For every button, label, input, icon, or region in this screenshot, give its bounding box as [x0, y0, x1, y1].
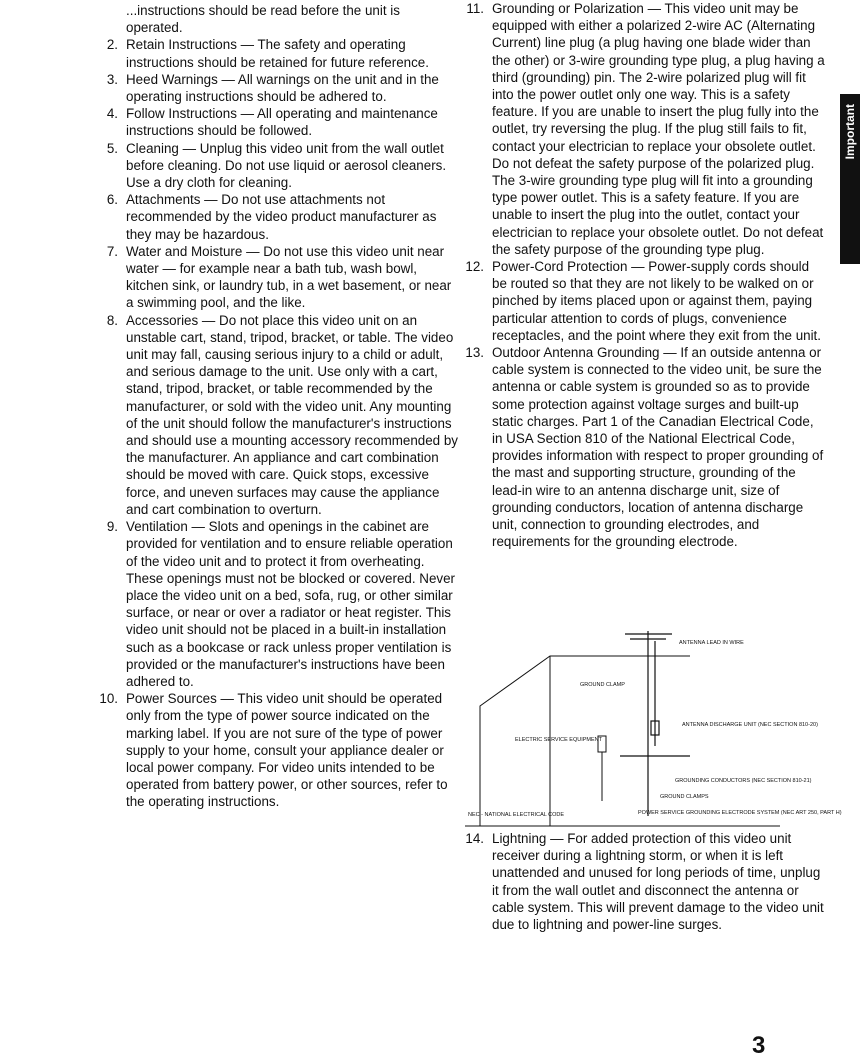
item-number: 10.	[99, 691, 118, 707]
item-number: 13.	[465, 345, 484, 361]
label-antenna-lead: ANTENNA LEAD IN WIRE	[679, 640, 744, 646]
label-nec: NEC - NATIONAL ELECTRICAL CODE	[468, 812, 565, 818]
item-number: 8.	[106, 312, 118, 328]
item-number: 5.	[106, 140, 118, 156]
left-column	[96, 2, 460, 811]
item-title: Follow Instructions	[126, 106, 237, 122]
item-text: The safety and operating instructions should be retained for future reference.	[126, 37, 429, 70]
label-ground-clamps: GROUND CLAMPS	[660, 794, 709, 800]
list-item: 10. Power Sources — This video unit should be operated only from the type of power source indicated on the marking label. If you are not sure of the type of power supply to your home, consult your appliance dealer or local power company. For video units intended to be operated from battery power, or other sources, refer to the operating instructions.	[96, 690, 460, 810]
item-text: If an outside antenna or cable system is connected to the video unit, be sure the antenna or cable system is grounded so as to provide some protection against voltage surges and built-up static charges. Part 1 of the Canadian Electrical Code, in USA Section 810 of the National Electrical Code, provides information with respect to proper grounding of the mast and supporting structure, grounding of the lead-in wire to an antenna discharge unit, size of grounding conductors, location of antenna discharge unit, connection to grounding electrodes, and requirements for the grounding electrode.	[492, 345, 824, 550]
list-item: 12. Power-Cord Protection — Power-supply cords should be routed so that they are not likely to be walked on or pinched by items placed upon or against them, paying particular attention to cords of plugs, convenience receptacles, and the point where they exit from the unit.	[446, 258, 826, 344]
item-title: Lightning	[492, 831, 547, 846]
label-antenna-discharge: ANTENNA DISCHARGE UNIT (NEC SECTION 810-20)	[682, 722, 818, 728]
item-title: Outdoor Antenna Grounding	[492, 345, 660, 361]
list-item	[96, 2, 460, 36]
list-item: 2. Retain Instructions — The safety and operating instructions should be retained for future reference.	[96, 36, 460, 70]
item-title: Attachments	[126, 192, 201, 208]
item-title: Water and Moisture	[126, 243, 243, 259]
item-text: Slots and openings in the cabinet are provided for ventilation and to ensure reliable operation of the video unit and to protect it from overheating. These openings must not be blocked or covered. Never place the video unit on a bed, sofa, rug, or other similar surface, or near or over a radiator or heat register. This video unit should not be placed in a built-in installation such as a bookcase or rack unless proper ventilation is provided or the manufacturer's instructions have been adhered to.	[126, 519, 455, 689]
list-item: 7. Water and Moisture — Do not use this video unit near water — for example near a bath tub, wash bowl, kitchen sink, or laundry tub, in a wet basement, or near a swimming pool, and the like.	[96, 243, 460, 312]
item-number: 3.	[106, 71, 118, 87]
item-text: Do not use this video unit near water — for example near a bath tub, wash bowl, kitchen sink, or laundry tub, in a wet basement, or near a swimming pool, and the like.	[126, 243, 452, 311]
item-number	[96, 2, 126, 36]
item-number: 12.	[465, 259, 484, 275]
item-text: Power-supply cords should be routed so that they are not likely to be walked on or pinched by items placed upon or against them, paying particular attention to cords of plugs, convenience receptacles, and the point where they exit from the unit.	[492, 259, 821, 343]
item-title: Power-Cord Protection	[492, 259, 628, 275]
item-number: 2.	[106, 37, 118, 53]
list-item: 4. Follow Instructions — All operating and maintenance instructions should be followed.	[96, 105, 460, 139]
electric-service-box	[598, 736, 606, 801]
list-item: 9. Ventilation — Slots and openings in the cabinet are provided for ventilation and to ensure reliable operation of the video unit and to protect it from overheating. These openings must not be blocked or covered. Never place the video unit on a bed, sofa, rug, or other similar surface, or near or over a radiator or heat register. This video unit should not be placed in a built-in installation such as a bookcase or rack unless proper ventilation is provided or the manufacturer's instructions have been adhered to.	[96, 518, 460, 690]
item-text: This video unit may be equipped with either a polarized 2-wire AC (Alternating Current) line plug (a plug having one blade wider than the other) or 3-wire grounding type plug, a plug having a third (grounding) pin. The 2-wire polarized plug will fit into the power outlet only one way. This is a safety feature. If you are unable to insert the plug fully into the outlet, try reversing the plug. If the plug still fails to fit, contact your electrician to replace your obsolete outlet. Do not defeat the safety purpose of the polarized plug. The 3-wire grounding type plug will fit into a grounding type power outlet. This is a safety feature. If you are unable to insert the plug into the outlet, contact your electrician to replace your obsolete outlet. Do not defeat the safety purpose of the grounding type plug.	[492, 1, 825, 257]
item-title: Ventilation	[126, 519, 188, 535]
item-14: 14. Lightning — For added protection of this video unit receiver during a lightning storm, or when it is left unattended and unused for long periods of time, unplug it from the wall outlet and disconnect the antenna or cable system. This will prevent damage to the video unit due to lightning and power-line surges.	[446, 830, 826, 933]
item-title: Accessories	[126, 312, 199, 328]
item-title: Grounding or Polarization	[492, 1, 644, 16]
item-text: For added protection of this video unit receiver during a lightning storm, or when it is left unattended and unused for long periods of time, unplug it from the wall outlet and disconnect the antenna or cable system. This will prevent damage to the video unit due to lightning and power-line surges.	[492, 831, 824, 933]
item-text: Do not place this video unit on an unstable cart, stand, tripod, bracket, or table. The video unit may fall, causing serious injury to a child or adult, and serious damage to the unit. Use only with a cart, stand, tripod, bracket, or table recommended by the manufacturer, or sold with the video unit. Any mounting of the unit should follow the manufacturer's instructions and should use a mounting accessory recommended by the manufacturer. An appliance and cart combination should be moved with care. Quick stops, excessive force, and uneven surfaces may cause the appliance and cart combination to overturn.	[126, 312, 458, 517]
list-item: 6. Attachments — Do not use attachments not recommended by the video product manufacturer as they may be hazardous.	[96, 191, 460, 243]
item-number: 9.	[106, 519, 118, 535]
list-item: 5. Cleaning — Unplug this video unit from the wall outlet before cleaning. Do not use liquid or aerosol cleaners. Use a dry cloth for cleaning.	[96, 140, 460, 192]
label-grounding-conductors: GROUNDING CONDUCTORS (NEC SECTION 810-21)	[675, 778, 812, 784]
side-tab-label: Important	[843, 104, 857, 160]
item-title: Cleaning	[126, 140, 179, 156]
item-number: 14.	[465, 831, 484, 846]
antenna-grounding-diagram	[460, 626, 842, 836]
item-number: 4.	[106, 106, 118, 122]
list-item: 3. Heed Warnings — All warnings on the unit and in the operating instructions should be adhered to.	[96, 71, 460, 105]
item-title: Heed Warnings	[126, 71, 218, 87]
page-number: 3	[752, 1032, 766, 1059]
item-text: All warnings on the unit and in the operating instructions should be adhered to.	[126, 71, 439, 105]
label-ground-clamp: GROUND CLAMP	[580, 682, 625, 688]
label-electric-service: ELECTRIC SERVICE EQUIPMENT	[515, 737, 602, 743]
item-number: 6.	[106, 192, 118, 208]
right-column	[446, 0, 826, 551]
item-title: Power Sources	[126, 691, 217, 707]
item-text: Unplug this video unit from the wall outlet before cleaning. Do not use liquid or aerosol cleaners. Use a dry cloth for cleaning.	[126, 140, 447, 191]
list-item: 13. Outdoor Antenna Grounding — If an outside antenna or cable system is connected to the video unit, be sure the antenna or cable system is grounded so as to provide some protection against voltage surges and built-up static charges. Part 1 of the Canadian Electrical Code, in USA Section 810 of the National Electrical Code, provides information with respect to proper grounding of the mast and supporting structure, grounding of the lead-in wire to an antenna discharge unit, size of grounding conductors, location of antenna discharge unit, connection to grounding electrodes, and requirements for the grounding electrode.	[446, 344, 826, 550]
label-power-service: POWER SERVICE GROUNDING ELECTRODE SYSTEM (NEC ART 250, PART H)	[638, 810, 842, 816]
list-item: 8. Accessories — Do not place this video unit on an unstable cart, stand, tripod, bracket, or table. The video unit may fall, causing serious injury to a child or adult, and serious damage to the unit. Use only with a cart, stand, tripod, bracket, or table recommended by the manufacturer, or sold with the video unit. Any mounting of the unit should follow the manufacturer's instructions and should use a mounting accessory recommended by the manufacturer. An appliance and cart combination should be moved with care. Quick stops, excessive force, and uneven surfaces may cause the appliance and cart combination to overturn.	[96, 312, 460, 518]
item-text: Do not use attachments not recommended by the video product manufacturer as they may be hazardous.	[126, 192, 437, 242]
item-number: 11.	[466, 1, 484, 16]
item-text: This video unit should be operated only from the type of power source indicated on the marking label. If you are not sure of the type of power supply to your home, consult your appliance dealer or local power company. For video units intended to be operated from battery power, or other sources, refer to the operating instructions.	[126, 691, 448, 810]
item-text: All operating and maintenance instructions should be followed.	[126, 106, 438, 139]
item-title: Retain Instructions	[126, 37, 237, 53]
list-item: 11. Grounding or Polarization — This video unit may be equipped with either a polarized 2-wire AC (Alternating Current) line plug (a plug having one blade wider than the other) or 3-wire grounding type plug, a plug having a third (grounding) pin. The 2-wire polarized plug will fit into the power outlet only one way. This is a safety feature. If you are unable to insert the plug fully into the outlet, try reversing the plug. If the plug still fails to fit, contact your electrician to replace your obsolete outlet. Do not defeat the safety purpose of the polarized plug. The 3-wire grounding type plug will fit into a grounding type power outlet. This is a safety feature. If you are unable to insert the plug into the outlet, contact your electrician to replace your obsolete outlet. Do not defeat the safety purpose of the grounding type plug.	[446, 0, 826, 258]
side-tab	[840, 94, 860, 264]
item-text: ...instructions should be read before the unit is operated.	[126, 3, 400, 36]
item-number: 7.	[106, 243, 118, 259]
antenna-mast	[620, 631, 690, 816]
